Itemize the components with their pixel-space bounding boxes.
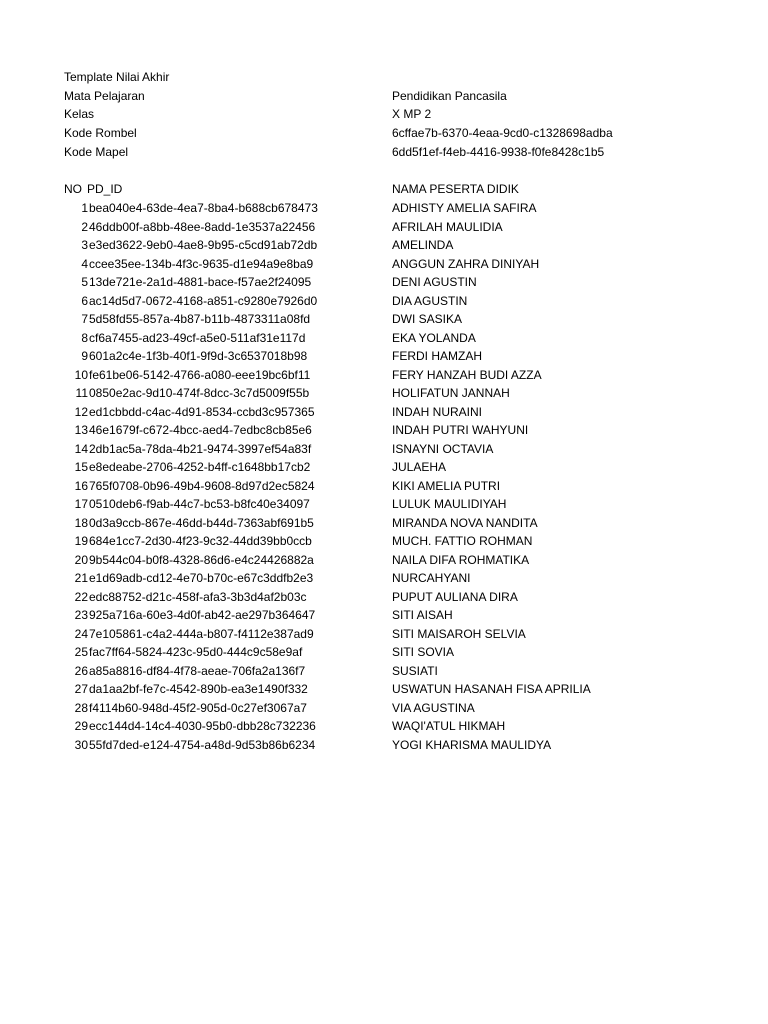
- row-no: 14: [74, 441, 88, 456]
- row-nama: INDAH PUTRI WAHYUNI: [392, 423, 529, 437]
- row-pd-id: 0d3a9ccb-867e-46dd-b44d-7363abf691b5: [89, 515, 314, 530]
- row-nama: SUSIATI: [392, 663, 438, 678]
- row-no: 28: [74, 700, 88, 715]
- meta-label: Kode Rombel: [64, 126, 137, 140]
- row-no: 7: [81, 312, 88, 326]
- row-pd-id: bea040e4-63de-4ea7-8ba4-b688cb678473: [89, 201, 318, 215]
- row-pd-id: 684e1cc7-2d30-4f23-9c32-44dd39bb0ccb: [89, 534, 312, 548]
- row-pd-id: 5d58fd55-857a-4b87-b11b-4873311a08fd: [89, 312, 311, 326]
- row-nama: EKA YOLANDA: [392, 330, 476, 345]
- header-pd-id: PD_ID: [87, 182, 123, 196]
- row-nama: SITI SOVIA: [392, 645, 455, 659]
- row-pd-id: ccee35ee-134b-4f3c-9635-d1e94a9e8ba9: [89, 256, 314, 271]
- row-no: 29: [74, 719, 88, 733]
- row-no: 19: [74, 534, 88, 548]
- row-no: 30: [74, 737, 88, 752]
- meta-label: Kode Mapel: [64, 145, 129, 159]
- row-pd-id: fe61be06-5142-4766-a080-eee19bc6bf11: [89, 367, 311, 382]
- row-nama: WAQI'ATUL HIKMAH: [392, 719, 506, 733]
- row-no: 23: [74, 608, 88, 622]
- row-pd-id: 0510deb6-f9ab-44c7-bc53-b8fc40e34097: [89, 497, 310, 511]
- row-no: 4: [81, 256, 88, 271]
- row-no: 13: [74, 423, 88, 437]
- row-pd-id: 13de721e-2a1d-4881-bace-f57ae2f24095: [89, 275, 312, 289]
- row-nama: FERY HANZAH BUDI AZZA: [392, 367, 542, 382]
- meta-value: Pendidikan Pancasila: [392, 89, 507, 103]
- row-nama: ISNAYNI OCTAVIA: [392, 441, 494, 456]
- row-nama: PUPUT AULIANA DIRA: [392, 589, 518, 604]
- row-nama: ANGGUN ZAHRA DINIYAH: [392, 256, 540, 271]
- row-nama: MUCH. FATTIO ROHMAN: [392, 534, 533, 548]
- row-no: 10: [74, 367, 88, 382]
- row-nama: VIA AGUSTINA: [392, 700, 475, 715]
- row-no: 12: [74, 404, 88, 419]
- row-pd-id: e8edeabe-2706-4252-b4ff-c1648bb17cb2: [89, 460, 311, 474]
- row-no: 1: [81, 201, 88, 215]
- row-nama: AFRILAH MAULIDIA: [392, 219, 503, 234]
- row-no: 9: [81, 349, 88, 363]
- row-no: 6: [81, 293, 88, 308]
- template-title: Template Nilai Akhir: [64, 70, 170, 84]
- row-no: 20: [74, 552, 88, 567]
- row-no: 21: [74, 571, 88, 585]
- row-pd-id: e1d69adb-cd12-4e70-b70c-e67c3ddfb2e3: [89, 571, 314, 585]
- meta-value: 6cffae7b-6370-4eaa-9cd0-c1328698adba: [392, 126, 613, 140]
- row-no: 25: [74, 645, 88, 659]
- row-nama: AMELINDA: [392, 238, 454, 252]
- row-pd-id: ac14d5d7-0672-4168-a851-c9280e7926d0: [89, 293, 318, 308]
- row-pd-id: 55fd7ded-e124-4754-a48d-9d53b86b6234: [89, 737, 316, 752]
- row-nama: SITI MAISAROH SELVIA: [392, 626, 526, 641]
- row-pd-id: edc88752-d21c-458f-afa3-3b3d4af2b03c: [89, 589, 307, 604]
- row-nama: KIKI AMELIA PUTRI: [392, 478, 501, 493]
- row-no: 16: [74, 478, 88, 493]
- row-pd-id: 2db1ac5a-78da-4b21-9474-3997ef54a83f: [89, 441, 312, 456]
- row-pd-id: da1aa2bf-fe7c-4542-890b-ea3e1490f332: [89, 682, 308, 696]
- row-pd-id: 46ddb00f-a8bb-48ee-8add-1e3537a22456: [89, 219, 316, 234]
- row-pd-id: a85a8816-df84-4f78-aeae-706fa2a136f7: [89, 663, 306, 678]
- row-nama: MIRANDA NOVA NANDITA: [392, 515, 538, 530]
- row-nama: DIA AGUSTIN: [392, 293, 468, 308]
- row-no: 24: [74, 626, 88, 641]
- row-no: 15: [74, 460, 88, 474]
- row-pd-id: ecc144d4-14c4-4030-95b0-dbb28c732236: [89, 719, 316, 733]
- row-pd-id: 601a2c4e-1f3b-40f1-9f9d-3c6537018b98: [89, 349, 308, 363]
- row-nama: NAILA DIFA ROHMATIKA: [392, 552, 530, 567]
- row-nama: FERDI HAMZAH: [392, 349, 482, 363]
- row-pd-id: fac7ff64-5824-423c-95d0-444c9c58e9af: [89, 645, 303, 659]
- row-no: 2: [81, 219, 88, 234]
- row-nama: LULUK MAULIDIYAH: [392, 497, 507, 511]
- row-nama: DWI SASIKA: [392, 312, 463, 326]
- row-no: 18: [74, 515, 88, 530]
- row-pd-id: ed1cbbdd-c4ac-4d91-8534-ccbd3c957365: [89, 404, 315, 419]
- row-no: 5: [81, 275, 88, 289]
- meta-value: X MP 2: [392, 107, 432, 121]
- row-nama: HOLIFATUN JANNAH: [392, 386, 510, 400]
- row-nama: INDAH NURAINI: [392, 404, 483, 419]
- row-no: 17: [74, 497, 88, 511]
- row-nama: USWATUN HASANAH FISA APRILIA: [392, 682, 591, 696]
- row-pd-id: 925a716a-60e3-4d0f-ab42-ae297b364647: [89, 608, 316, 622]
- row-nama: NURCAHYANI: [392, 571, 471, 585]
- meta-label: Kelas: [64, 107, 95, 121]
- row-no: 22: [74, 589, 88, 604]
- row-no: 26: [74, 663, 88, 678]
- row-pd-id: 7e105861-c4a2-444a-b807-f4112e387ad9: [89, 626, 314, 641]
- row-pd-id: 0850e2ac-9d10-474f-8dcc-3c7d5009f55b: [89, 386, 310, 400]
- row-pd-id: 765f0708-0b96-49b4-9608-8d97d2ec5824: [89, 478, 315, 493]
- row-nama: DENI AGUSTIN: [392, 275, 477, 289]
- row-pd-id: cf6a7455-ad23-49cf-a5e0-511af31e117d: [89, 330, 306, 345]
- row-nama: YOGI KHARISMA MAULIDYA: [392, 737, 552, 752]
- header-nama: NAMA PESERTA DIDIK: [392, 182, 519, 196]
- row-no: 11: [75, 386, 88, 400]
- header-no: NO: [64, 182, 82, 196]
- row-no: 8: [81, 330, 88, 345]
- row-nama: ADHISTY AMELIA SAFIRA: [392, 201, 537, 215]
- meta-value: 6dd5f1ef-f4eb-4416-9938-f0fe8428c1b5: [392, 145, 605, 159]
- row-pd-id: 9b544c04-b0f8-4328-86d6-e4c24426882a: [89, 552, 314, 567]
- row-no: 3: [81, 238, 88, 252]
- row-pd-id: f4114b60-948d-45f2-905d-0c27ef3067a7: [89, 700, 307, 715]
- meta-label: Mata Pelajaran: [64, 89, 145, 103]
- row-no: 27: [74, 682, 88, 696]
- row-nama: JULAEHA: [392, 460, 447, 474]
- row-nama: SITI AISAH: [392, 608, 453, 622]
- row-pd-id: e3ed3622-9eb0-4ae8-9b95-c5cd91ab72db: [89, 238, 318, 252]
- row-pd-id: 46e1679f-c672-4bcc-aed4-7edbc8cb85e6: [89, 423, 312, 437]
